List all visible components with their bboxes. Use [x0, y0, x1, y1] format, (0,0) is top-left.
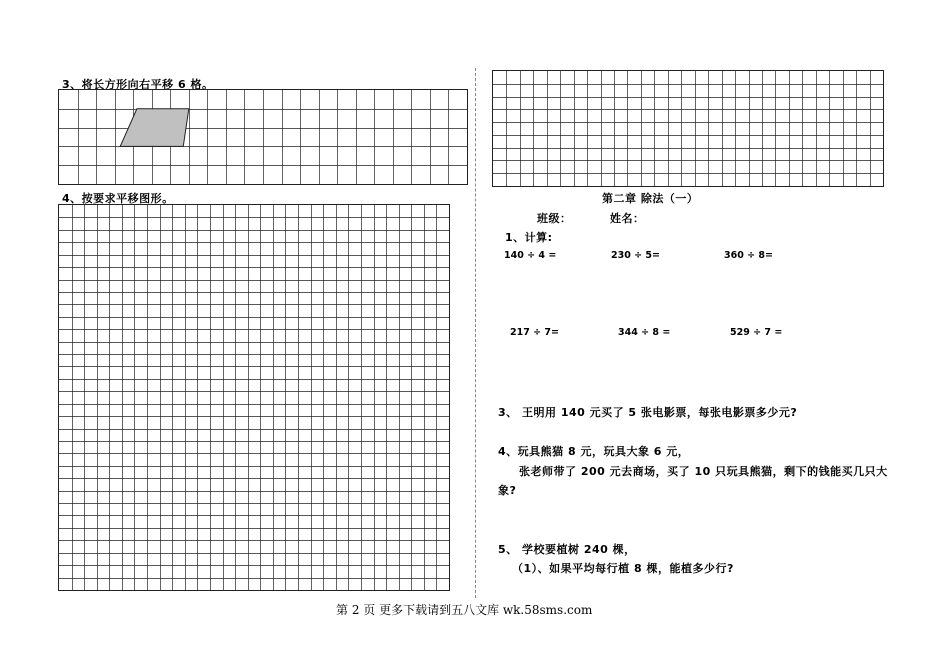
grid-top-right [492, 70, 884, 187]
question-5-line2: （1）、如果平均每行植 8 棵，能植多少行? [512, 562, 734, 575]
chapter-title: 第二章 除法（一） [602, 192, 699, 205]
grid-top-left [58, 89, 468, 185]
calc-item: 217 ÷ 7= [510, 327, 559, 338]
grid-big-left [58, 204, 450, 591]
calc-item: 360 ÷ 8= [724, 250, 773, 261]
calc-item: 230 ÷ 5= [611, 250, 660, 261]
class-label: 班级： [537, 212, 572, 225]
question-1-label: 1、计算: [505, 231, 553, 244]
calc-item: 140 ÷ 4 = [504, 250, 557, 261]
grid-big-left-lines [59, 205, 449, 590]
question-4-line3: 象? [498, 484, 517, 497]
grid-top-left-lines [59, 90, 467, 184]
parallelogram-shape [120, 109, 189, 147]
grid-top-right-lines [493, 71, 883, 186]
question-3-label: 3、将长方形向右平移 6 格。 [62, 78, 214, 91]
calc-item: 344 ÷ 8 = [618, 327, 671, 338]
calc-item: 529 ÷ 7 = [730, 327, 783, 338]
column-divider [475, 68, 476, 598]
question-3-text: 3、 王明用 140 元买了 5 张电影票，每张电影票多少元? [498, 406, 798, 419]
question-5-line1: 5、 学校要植树 240 棵， [498, 543, 636, 556]
question-4-line1: 4、玩具熊猫 8 元，玩具大象 6 元， [498, 445, 690, 458]
question-4-line2: 张老师带了 200 元去商场，买了 10 只玩具熊猫，剩下的钱能买几只大 [519, 465, 888, 478]
page-footer: 第 2 页 更多下载请到五八文库 wk.58sms.com [336, 603, 593, 617]
question-4-label: 4、按要求平移图形。 [62, 192, 174, 205]
name-label: 姓名： [610, 212, 645, 225]
